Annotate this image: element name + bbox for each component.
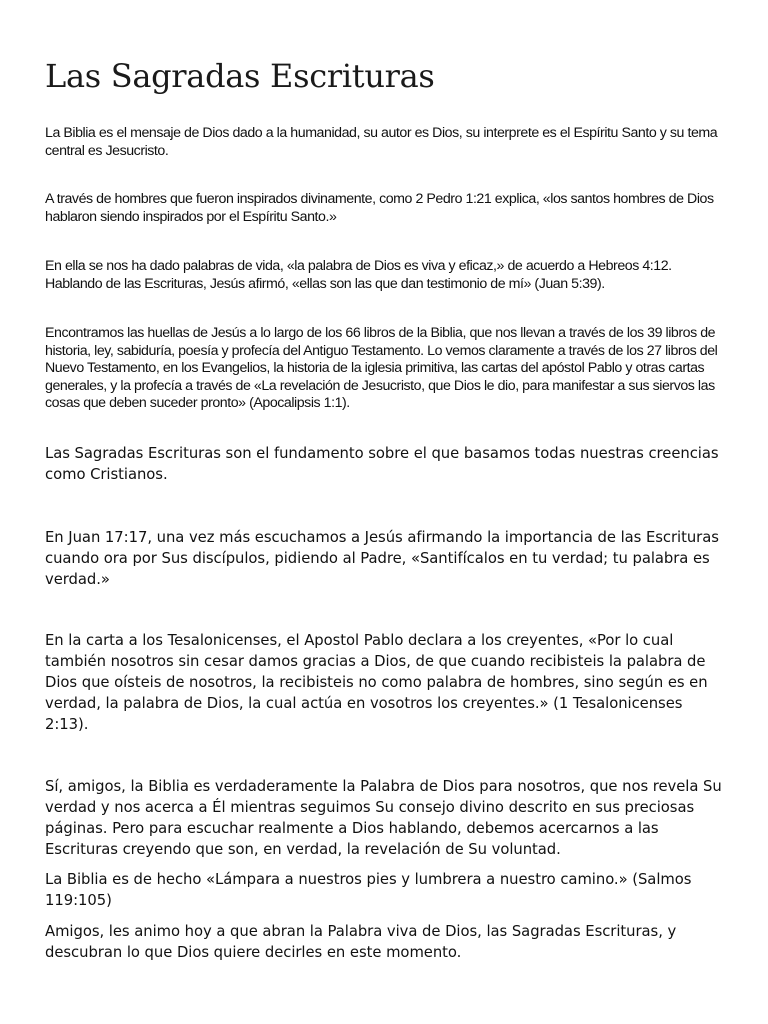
paragraph-8: Sí, amigos, la Biblia es verdaderamente la Palabra de Dios para nosotros, que nos revela Su verdad y nos acerca a Él mientras seguimos Su consejo divino descrito en sus preciosas páginas. Pero para escuchar realmente a Dios hablando, debemos acercarnos a las Escrituras creyendo que son, en verdad, la revelación de Su voluntad.	[45, 778, 722, 858]
paragraph-1: La Biblia es el mensaje de Dios dado a la humanidad, su autor es Dios, su interprete es el Espíritu Santo y su tema central es Jesucristo.	[45, 125, 718, 159]
paragraph-2: A través de hombres que fueron inspirados divinamente, como 2 Pedro 1:21 explica, «los santos hombres de Dios hablaron siendo inspirados por el Espíritu Santo.»	[45, 191, 714, 225]
paragraph-6: En Juan 17:17, una vez más escuchamos a Jesús afirmando la importancia de las Escrituras cuando ora por Sus discípulos, pidiendo al Padre, «Santifícalos en tu verdad; tu palabra es verdad.»	[45, 529, 719, 588]
paragraph-7: En la carta a los Tesalonicenses, el Apostol Pablo declara a los creyentes, «Por lo cual también nosotros sin cesar damos gracias a Dios, de que cuando recibisteis la palabra de Dios que oísteis de nosotros, la recibisteis no como palabra de hombres, sino según es en verdad, la palabra de Dios, la cual actúa en vosotros los creyentes.» (1 Tesalonicenses 2:13).	[45, 632, 708, 733]
page-title: Las Sagradas Escrituras	[45, 57, 435, 95]
paragraph-5: Las Sagradas Escrituras son el fundamento sobre el que basamos todas nuestras creencias como Cristianos.	[45, 445, 719, 483]
paragraph-3: En ella se nos ha dado palabras de vida, «la palabra de Dios es viva y eficaz,» de acuerdo a Hebreos 4:12. Hablando de las Escrituras, Jesús afirmó, «ellas son las que dan testimonio de mí» (Juan 5:39).	[45, 258, 672, 292]
paragraph-10: Amigos, les animo hoy a que abran la Palabra viva de Dios, las Sagradas Escrituras, y descubran lo que Dios quiere decirles en este momento.	[45, 923, 677, 961]
paragraph-4: Encontramos las huellas de Jesús a lo largo de los 66 libros de la Biblia, que nos llevan a través de los 39 libros de historia, ley, sabiduría, poesía y profecía del Antiguo Testamento. Lo vemos claramente a través de los 27 libros del Nuevo Testamento, en los Evangelios, la historia de la iglesia primitiva, las cartas del apóstol Pablo y otras cartas generales, y la profecía a través de «La revelación de Jesucristo, que Dios le dio, para manifestar a sus siervos las cosas que deben suceder pronto» (Apocalipsis 1:1).	[45, 325, 718, 412]
paragraph-9: La Biblia es de hecho «Lámpara a nuestros pies y lumbrera a nuestro camino.» (Salmos 119:105)	[45, 871, 692, 909]
